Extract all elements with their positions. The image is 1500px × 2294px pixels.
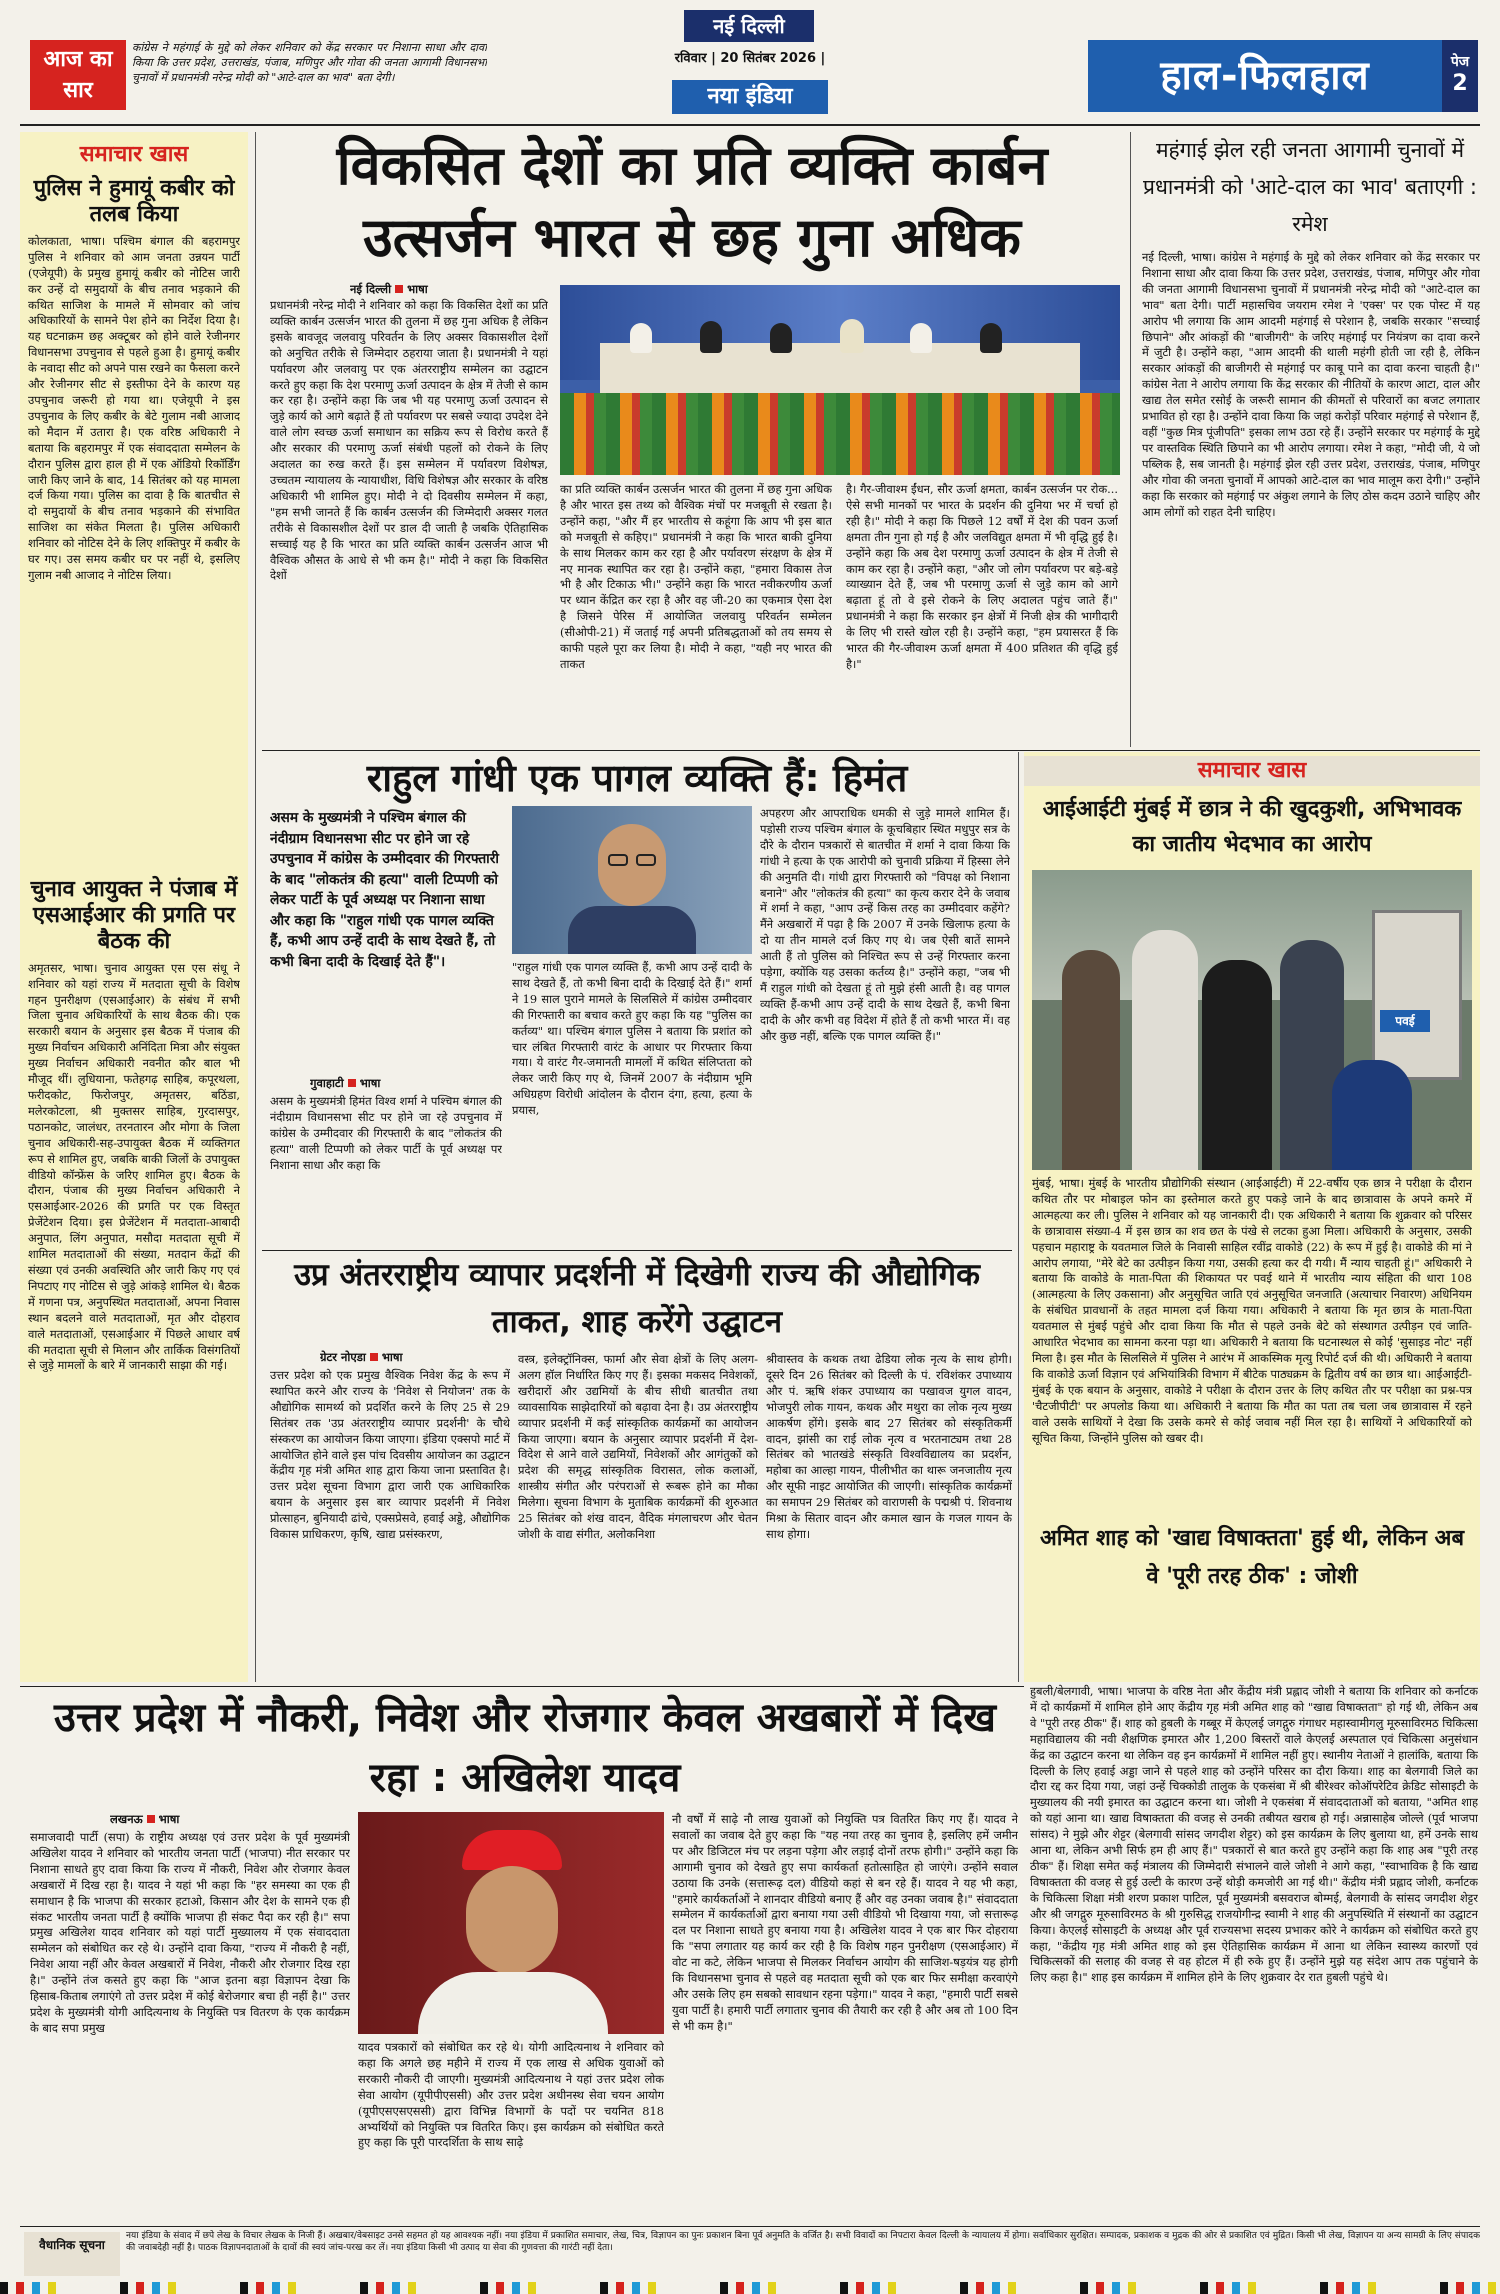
- divider: [1130, 132, 1131, 747]
- rahul-intro: असम के मुख्यमंत्री ने पश्चिम बंगाल की नंदीग्राम विधानसभा सीट पर होने जा रहे उपचुनाव में कांग्रेस के उम्मीदवार की गिरफ्तारी के बाद "लोकतंत्र की हत्या" वाली टिप्पणी को लेकर पार्टी के पूर्व अध्यक्ष पर निशाना साधा और कहा कि "राहुल गांधी एक पागल व्यक्ति हैं, कभी आप उन्हें दादी के साथ देखते हैं, तो कभी बिना दादी के दिखाई देते हैं"।: [270, 810, 499, 970]
- divider: [255, 132, 256, 1682]
- masthead-rule: [20, 124, 1480, 126]
- akhilesh-photo: [358, 1812, 664, 2034]
- samachar-khas-tag: समाचार खास: [1024, 756, 1480, 786]
- divider: [1018, 752, 1019, 1682]
- aaj-ka-saar-label: आज का सार: [43, 47, 113, 103]
- section-rule: [262, 1250, 1012, 1251]
- lead-body-col2: का प्रति व्यक्ति कार्बन उत्सर्जन भारत की तुलना में छह गुना अधिक है और भारत इस तथ्य को वैश्विक मंचों पर मजबूती से रखता है। उन्होंने कहा, "और मैं हर भारतीय से कहूंगा कि आप भी इस बात को मजबूती से कहिए।" प्रधानमंत्री ने कहा कि भारत बाकी दुनिया के साथ मिलकर काम कर रहा है और पर्यावरण संरक्षण के क्षेत्र में नए मानक स्थापित कर रहा है। उन्होंने कहा, "हमारा विकास तेज भी है और टिकाऊ भी।" उन्होंने कहा कि भारत नवीकरणीय ऊर्जा पर ध्यान केंद्रित कर रहा है और वह जी-20 का एकमात्र ऐसा देश है जिसने पेरिस में आयोजित जलवायु परिवर्तन सम्मेलन (सीओपी-21) में जताई गई अपनी प्रतिबद्धताओं को तय समय से काफी पहले पूरा कर लिया है। मोदी ने कहा, "यही नए भारत की ताकत: [560, 482, 832, 671]
- section-rule: [262, 750, 1480, 751]
- summit-photo: [560, 285, 1120, 475]
- joshi-body: हुबली/बेलगावी, भाषा। भाजपा के वरिष्ठ नेता और केंद्रीय मंत्री प्रह्लाद जोशी ने बताया कि शनिवार को कर्नाटक में दो कार्यक्रमों में शामिल होने आए केंद्रीय गृह मंत्री अमित शाह को "खाद्य विषाक्तता" हो गई थी, लेकिन अब वे "पूरी तरह ठीक" हैं। शाह को हुबली के गब्बूर में केएलई जगद्गुरु गंगाधर महास्वामीगलु मूरुसाविरमठ चिकित्सा महाविद्यालय की नवी शैक्षणिक इमारत और 1,200 बिस्तरों वाले केएलई अस्पताल एवं चिकित्सा अनुसंधान केंद्र का उद्घाटन करना था लेकिन वह इन कार्यक्रमों में शामिल नहीं हुए। स्थानीय नेताओं ने हालांकि, बताया कि दिल्ली के लिए हवाई अड्डा जाने से पहले शाह को उन्होंने परिसर का दौरा किया। शाह का बेलगावी जिले का दौरा रद्द कर दिया गया, जहां उन्हें चिक्कोडी तालुक के एकसंबा में श्री बीरेश्वर कोऑपरेटिव क्रेडिट सोसाइटी के मुख्यालय की नयी इमारत का उद्घाटन करना था। जोशी ने एकसंबा में संवाददाताओं को बताया, "अमित शाह को यहां आना था। खाद्य विषाक्तता की वजह से उनकी तबीयत खराब हो गई। अन्नासाहेब जोल्ले (पूर्व भाजपा सांसद) ने मुझे और शेट्टर (बेलगावी सांसद जगदीश शेट्टर) को इस कार्यक्रम के लिए बुलाया था, हमें उनके साथ आना था, लेकिन अभी सिर्फ हम ही आए हैं।" पत्रकारों से बात करते हुए उन्होंने कहा कि शाह अब "पूरी तरह ठीक" हैं। शिक्षा समेत कई मंत्रालय की जिम्मेदारी संभालने वाले जोशी ने आगे कहा, "स्वाभाविक है कि खाद्य विषाक्तता की वजह से हुई उल्टी के कारण उन्हें थोड़ी कमजोरी आ गई थी।" केंद्रीय मंत्री प्रह्लाद जोशी, कर्नाटक के चिकित्सा शिक्षा मंत्री शरण प्रकाश पाटिल, पूर्व मुख्यमंत्री बसवराज बोम्मई, बेलगावी के सांसद जगदीश शेट्टर और श्री जगद्गुरु मूरुसाविरमठ के श्री गुरुसिद्ध राजयोगीन्द्र स्वामी ने शाह की अनुपस्थिति में संस्थानों का उद्घाटन किया। केएलई सोसाइटी के अध्यक्ष और पूर्व राज्यसभा सदस्य प्रभाकर कोरे ने कार्यक्रम को संबोधित करते हुए कहा, "केंद्रीय गृह मंत्री अमित शाह को इस ऐतिहासिक कार्यक्रम में आना था लेकिन स्वास्थ्य कारणों एवं चिकित्सकों की सलाह की वजह से वह होटल में ही रुके हुए हैं। उन्होंने मुझे यह संदेश आप तक पहुंचाने के लिए कहा है।" शाह इस कार्यक्रम में शामिल होने के लिए शुक्रवार देर रात हुबली पहुंचे थे।: [1030, 1684, 1478, 1985]
- iit-box: [1024, 752, 1480, 1682]
- akhilesh-body-col1: समाजवादी पार्टी (सपा) के राष्ट्रीय अध्यक्ष एवं उत्तर प्रदेश के पूर्व मुख्यमंत्री अखिलेश यादव ने शनिवार को भारतीय जनता पार्टी (भाजपा) नीत सरकार पर निशाना साधते हुए दावा किया कि राज्य में नौकरी, निवेश और रोजगार केवल अखबारों में दिख रहा है। यादव ने यहां भी कहा कि "हर समस्या का एक ही समाधान है कि भाजपा की सरकार हटाओ, किसान और देश के सामने एक ही संकट भारतीय जनता पार्टी है क्योंकि भाजपा ही संकट पैदा कर रही है।" सपा प्रमुख अखिलेश यादव शनिवार को यहां पार्टी मुख्यालय में एक संवाददाता सम्मेलन को संबोधित कर रहे थे। उन्होंने दावा किया, "राज्य में नौकरी है नहीं, निवेश आया नहीं और केवल अखबारों में निवेश, नौकरी और रोजगार दिख रहा है।" उन्होंने तंज कसते हुए कहा कि "आज इतना बड़ा विज्ञापन देखा कि हिसाब-किताब लगाएंगे तो उत्तर प्रदेश में कोई बेरोजगार बचा ही नहीं है।" उत्तर प्रदेश के मुख्यमंत्री योगी आदित्यनाथ के नियुक्ति पत्र वितरण के एक कार्यक्रम के बाद सपा प्रमुख: [30, 1830, 350, 2035]
- punjab-sir-body: अमृतसर, भाषा। चुनाव आयुक्त एस एस संधू ने शनिवार को यहां राज्य में मतदाता सूची के विशेष गहन पुनरीक्षण (एसआईआर) के संबंध में सभी जिला चुनाव अधिकारियों के साथ बैठक की। एक सरकारी बयान के अनुसार इस बैठक में पंजाब की मुख्य निर्वाचन अधिकारी अनिंदिता मित्रा और संयुक्त मुख्य निर्वाचन अधिकारी नवनीत कौर बाल भी मौजूद थीं। लुधियाना, फतेहगढ़ साहिब, कपूरथला, फरीदकोट, फिरोजपुर, अमृतसर, बठिंडा, मलेरकोटला, श्री मुक्तसर साहिब, गुरदासपुर, पठानकोट, जालंधर, तरनतारन और मोगा के जिला चुनाव अधिकारी-सह-उपायुक्त बैठक में व्यक्तिगत रूप से शामिल हुए, जबकि बाकी जिलों के उपायुक्त वीडियो कॉन्फ्रेंस के जरिए शामिल हुए। बैठक के दौरान, पंजाब की मुख्य निर्वाचन अधिकारी ने एसआईआर-2026 की प्रगति पर एक विस्तृत प्रेजेंटेशन दिया। इस प्रेजेंटेशन में मतदाता-आबादी अनुपात, लिंग अनुपात, मसौदा मतदाता सूची में शामिल मतदाताओं की संख्या, मतदान केंद्रों की संख्या एवं उनकी अवस्थिति और जारी किए गए एवं निपटाए गए नोटिस से जुड़े आंकड़े शामिल थे। बैठक में गणना पत्र, अनुपस्थित मतदाताओं, अपना निवास स्थान बदलने वाले मतदाताओं, मृत और दोहराव वाले मतदाताओं, एसआईआर में पिछले आधार वर्ष की मतदाता सूची से मिलान और तार्किक विसंगतियों से जुड़े मामलों के बारे में जानकारी साझा की गई।: [28, 960, 240, 1373]
- footer-rule: [20, 2226, 1480, 2227]
- humayun-body: कोलकाता, भाषा। पश्चिम बंगाल की बहरामपुर पुलिस ने शनिवार को आम जनता उन्नयन पार्टी (एजेयूपी) के प्रमुख हुमायूं कबीर को नोटिस जारी कर उन्हें दो समुदायों के बीच तनाव भड़काने की कथित साजिश के मामले में सोमवार को जांच अधिकारियों के सामने पेश होने का निर्देश दिया है। यह घटनाक्रम छह अक्टूबर को होने वाले रेजीनगर विधानसभा उपचुनाव से पहले हुआ है। हुमायूं कबीर के नवादा सीट को अपने पास रखने का फैसला करने और रेजीनगर सीट से इस्तीफा देने के कारण यह उपचुनाव जरूरी हो गया था। एजेयूपी ने इस उपचुनाव के लिए कबीर के बेटे गुलाम नबी आजाद को मैदान में उतारा है। एक वरिष्ठ अधिकारी ने बताया कि बहरामपुर में एक संवाददाता सम्मेलन के दौरान पुलिस द्वारा हाल ही में एक ऑडियो रिकॉर्डिंग जारी किए जाने के बाद, 14 सितंबर को यह मामला दर्ज किया गया। पुलिस का दावा है कि बातचीत से दो समुदायों के बीच तनाव भड़काने की संभावित साजिश का संकेत मिलता है। पुलिस अधिकारी शनिवार को नोटिस देने के लिए शक्तिपुर में कबीर के घर गए। उस समय कबीर घर पर नहीं थे, इसलिए गुलाम नबी आजाद ने नोटिस लिया।: [28, 233, 240, 582]
- trade-body-col1: उत्तर प्रदेश को एक प्रमुख वैश्विक निवेश केंद्र के रूप में स्थापित करने और राज्य के 'निवेश से नियोजन' तक के औद्योगिक सामर्थ्य को प्रदर्शित करने के लिए 25 से 29 सितंबर तक 'उप्र अंतरराष्ट्रीय व्यापार प्रदर्शनी' के चौथे संस्करण का आयोजन किया जाएगा। इंडिया एक्सपो मार्ट में आयोजित होने वाले इस पांच दिवसीय आयोजन का उद्घाटन केंद्रीय गृह मंत्री अमित शाह द्वारा किया जाना प्रस्तावित है। उत्तर प्रदेश सूचना विभाग द्वारा जारी एक आधिकारिक बयान के अनुसार इस बार व्यापार प्रदर्शनी में निवेश प्रोत्साहन, बुनियादी ढांचे, एक्सप्रेसवे, हवाई अड्डे, औद्योगिक विकास प्राधिकरण, कृषि, खाद्य प्रसंस्करण,: [270, 1368, 510, 1542]
- akhilesh-body-col3: नौ वर्षों में साढ़े नौ लाख युवाओं को नियुक्ति पत्र वितरित किए गए हैं। यादव ने सवालों का जवाब देते हुए कहा कि "यह नया तरह का चुनाव है, इसलिए हमें जमीन पर और डिजिटल मंच पर लड़ना पड़ेगा और लड़ाई दोनों तरफ होगी।" उन्होंने कहा कि आगामी चुनाव को देखते हुए सपा कार्यकर्ता हतोत्साहित हो जाएंगे। उन्होंने सवाल उठाया कि उनके (सत्तारूढ़ दल) वीडियो कहां से बन रहे हैं। यादव ने यह भी कहा, "हमारे कार्यकर्ताओं ने शानदार वीडियो बनाए हैं और वह उनका जवाब है।" संवाददाता सम्मेलन में कार्यकर्ताओं द्वारा बनाया गया उसी वीडियो भी दिखाया गया, जो सत्तारूढ़ दल पर निशाना साधते हुए बनाया गया है। अखिलेश यादव ने एक बार फिर दोहराया कि "सपा लगातार यह कार्य कर रही है कि विशेष गहन पुनरीक्षण (एसआईआर) में वोट ना कटे, लेकिन भाजपा से मिलकर निर्वाचन आयोग की साजिश-षड़यंत्र यह होगी कि विधानसभा चुनाव से पहले वह मतदाता सूची को एक बार फिर समीक्षा करवाएंगे और उसके लिए हम सबको सावधान रहना पड़ेगा।" यादव ने कहा, "हमारी पार्टी सबसे युवा पार्टी है। हमारी पार्टी लगातार चुनाव की तैयारी कर रही है और अब तो 100 दिन से भी कम है।": [672, 1812, 1018, 2033]
- ramesh-body: नई दिल्ली, भाषा। कांग्रेस ने महंगाई के मुद्दे को लेकर शनिवार को केंद्र सरकार पर निशाना साधा और दावा किया कि उत्तर प्रदेश, उत्तराखंड, पंजाब, मणिपुर और गोवा की जनता आगामी विधानसभा चुनावों में प्रधानमंत्री नरेन्द्र मोदी को "आटे-दाल का भाव" बता देगी। पार्टी महासचिव जयराम रमेश ने 'एक्स' पर एक पोस्ट में यह आरोप भी लगाया कि आम आदमी महंगाई से परेशान है, जबकि सरकार "सच्चाई छिपाने" और आंकड़ों की "बाजीगरी" के जरिए महंगाई पर नियंत्रण का दावा करने में जुटी है। उन्होंने कहा, "आम आदमी की थाली महंगी होती जा रही है, लेकिन सरकार आंकड़ों की बाजीगरी से महंगाई पर काबू पाने का दावा करना चाहती है।" कांग्रेस नेता ने आरोप लगाया कि केंद्र सरकार की नीतियों के कारण आटा, दाल और खाद्य तेल समेत रसोई के जरूरी सामान की कीमतों से परिवारों का बजट लगातार प्रभावित हो रहा है। उन्होंने दावा किया कि जहां करोड़ों परिवार महंगाई से परेशान हैं, वहीं "कुछ मित्र पूंजीपति" इसका लाभ उठा रहे हैं। उन्होंने सरकार पर महंगाई के मुद्दे पर वास्तविक स्थिति छिपाने का भी आरोप लगाया। रमेश ने कहा, "मोदी जी, ये जो पब्लिक है, सब जानती है। महंगाई झेल रही उत्तर प्रदेश, उत्तराखंड, पंजाब, मणिपुर और गोवा की जनता चुनावों में आपको आटे-दाल का भाव मालूम करा देगी।" उन्होंने कहा कि सरकार को महंगाई पर अंकुश लगाने के लिए ठोस कदम उठाने चाहिए और आम लोगों को राहत देनी चाहिए।: [1142, 250, 1480, 519]
- humayun-headline: पुलिस ने हुमायूं कबीर को तलब किया: [33, 176, 235, 227]
- top-summary: कांग्रेस ने महंगाई के मुद्दे को लेकर शनिवार को केंद्र सरकार पर निशाना साधा और दावा किया कि उत्तर प्रदेश, उत्तराखंड, पंजाब, मणिपुर और गोवा की जनता आगामी विधानसभा चुनावों में प्रधानमंत्री नरेन्द्र मोदी को "आटे-दाल का भाव" बता देगी।: [132, 41, 487, 84]
- rahul-dateline: गुवाहाटी भाषा: [310, 1076, 381, 1090]
- left-column: [20, 132, 248, 1682]
- aaj-ka-saar-box: [30, 40, 126, 110]
- akhilesh-headline: उत्तर प्रदेश में नौकरी, निवेश और रोजगार केवल अखबारों में दिख रहा : अखिलेश यादव: [54, 1695, 996, 1801]
- trade-body-col2: वस्त्र, इलेक्ट्रॉनिक्स, फार्मा और सेवा क्षेत्रों के लिए अलग-अलग हॉल निर्धारित किए गए हैं। इसका मकसद निवेशकों, खरीदारों और उद्यमियों के बीच सीधी बातचीत तथा व्यावसायिक साझेदारियों को बढ़ावा देना है। उप्र अंतरराष्ट्रीय व्यापार प्रदर्शनी में कई सांस्कृतिक कार्यक्रमों का आयोजन किया जाएगा। बयान के अनुसार व्यापार प्रदर्शनी में देश-विदेश से आने वाले उद्यमियों, निवेशकों और आगंतुकों को प्रदेश की समृद्ध सांस्कृतिक विरासत, लोक कलाओं, शास्त्रीय संगीत और परंपराओं से रूबरू होने का मौका मिलेगा। सूचना विभाग के मुताबिक कार्यक्रमों की शुरुआत 25 सितंबर को शंख वादन, वैदिक मंगलाचरण और चेतन जोशी के वाद्य संगीत, अलोकनिशा: [518, 1352, 758, 1541]
- dateline-marker: [395, 285, 403, 293]
- joshi-headline: अमित शाह को 'खाद्य विषाक्तता' हुई थी, लेकिन अब वे 'पूरी तरह ठीक' : जोशी: [1039, 1526, 1465, 1589]
- lead-body-col3: है। गैर-जीवाश्म ईंधन, सौर ऊर्जा क्षमता, कार्बन उत्सर्जन पर रोक... ऐसे सभी मानकों पर भारत के प्रदर्शन की दुनिया भर में चर्चा हो रही है।" मोदी ने कहा कि पिछले 12 वर्षों में देश की पवन ऊर्जा क्षमता तीन गुना हो गई है और जलविद्युत क्षमता में भी वृद्धि हुई है। उन्होंने कहा कि अब देश परमाणु ऊर्जा उत्पादन के क्षेत्र में तेजी से काम कर रहा है। उन्होंने कहा, "और जो लोग पर्यावरण पर बड़े-बड़े व्याख्यान देते हैं, जब भी परमाणु ऊर्जा से जुड़े काम को आगे बढ़ाता हूं तो वे इसे रोकने के लिए अदालत पहुंच जाते हैं।" प्रधानमंत्री ने कहा कि सरकार इन क्षेत्रों में निजी क्षेत्र की भागीदारी के लिए भी रास्ते खोल रही है। उन्होंने कहा, "हम प्रयासरत हैं कि भारत की गैर-जीवाश्म ऊर्जा क्षमता में 400 प्रतिशत की वृद्धि हुई है।": [846, 482, 1118, 671]
- trade-headline: उप्र अंतरराष्ट्रीय व्यापार प्रदर्शनी में दिखेगी राज्य की औद्योगिक ताकत, शाह करेंगे उद्घाटन: [294, 1257, 980, 1340]
- lead-headline: विकसित देशों का प्रति व्यक्ति कार्बन उत्सर्जन भारत से छह गुना अधिक: [336, 134, 1048, 269]
- akhilesh-dateline: लखनऊ भाषा: [110, 1812, 180, 1826]
- dateline-marker: [370, 1353, 378, 1361]
- section-title: हाल-फिलहाल: [1160, 53, 1370, 99]
- legal-notice-text: नया इंडिया के संवाद में छपे लेख के विचार लेखक के निजी हैं। अखबार/वेबसाइट उनसे सहमत हो यह आवश्यक नहीं। नया इंडिया में प्रकाशित समाचार, लेख, चित्र, विज्ञापन का पुनः प्रकाशन बिना पूर्व अनुमति के वर्जित है। सभी विवादों का निपटारा केवल दिल्ली के न्यायालय में होगा। सर्वाधिकार सुरक्षित। सम्पादक, प्रकाशक व मुद्रक की ओर से प्रकाशित एवं मुद्रित। किसी भी लेख, विज्ञापन या अन्य सामग्री के लिए संपादक की जवाबदेही नहीं है। पाठक विज्ञापनदाताओं के दावों की स्वयं जांच-परख कर लें। नया इंडिया किसी भी उत्पाद या सेवा की गुणवत्ता की गारंटी नहीं देता।: [126, 2231, 1480, 2253]
- trade-dateline: ग्रेटर नोएडा भाषा: [320, 1350, 403, 1364]
- section-rule: [20, 1686, 1024, 1687]
- iit-photo: [1032, 870, 1472, 1170]
- date-line: रविवार | 20 सितंबर 2026 |: [674, 51, 826, 66]
- rahul-headline: राहुल गांधी एक पागल व्यक्ति हैं: हिमंत: [366, 756, 908, 800]
- page-number-box: पेज 2: [1442, 40, 1478, 112]
- section-title-box: [1088, 40, 1442, 112]
- dateline-marker: [348, 1079, 356, 1087]
- rahul-body-col2: "राहुल गांधी एक पागल व्यक्ति हैं, कभी आप उन्हें दादी के साथ देखते हैं, तो कभी बिना दादी के दिखाई देते हैं।" शर्मा ने 19 साल पुराने मामले के सिलसिले में कांग्रेस उम्मीदवार की गिरफ्तारी का बचाव करते हुए कहा कि यह "पुलिस का कर्तव्य" था। पश्चिम बंगाल पुलिस ने बताया कि प्रशांत को चार लंबित गिरफ्तारी वारंट के आधार पर गिरफ्तार किया गया। ये वारंट गैर-जमानती मामलों में कथित संलिप्तता को लेकर जारी किए गए थे, जिनमें 2007 के नंदीग्राम भूमि अधिग्रहण विरोधी आंदोलन के दौरान दंगा, हत्या, हत्या के प्रयास,: [512, 960, 752, 1118]
- paper-name: नया इंडिया: [672, 80, 828, 114]
- iit-headline: आईआईटी मुंबई में छात्र ने की खुदकुशी, अभिभावक का जातीय भेदभाव का आरोप: [1042, 797, 1462, 857]
- dateline-marker: [147, 1815, 155, 1823]
- rahul-body-col3: अपहरण और आपराधिक धमकी से जुड़े मामले शामिल हैं। पड़ोसी राज्य पश्चिम बंगाल के कूचबिहार स्थित मधुपुर सत्र के दौरे के दौरान पत्रकारों से बातचीत में शर्मा ने दावा किया कि गांधी ने हत्या के एक आरोपी को चुनावी प्रक्रिया में हिस्सा लेने की अनुमति दी। गांधी द्वारा गिरफ्तारी को "विपक्ष को निशाना बनाने" और "लोकतंत्र की हत्या" का कृत्य करार देने के जवाब में शर्मा ने कहा, "आप उन्हें किस तरह का उम्मीदवार कहेंगे? मैंने अखबारों में पढ़ा है कि 2007 में उनके खिलाफ हत्या के दो या तीन मामले दर्ज किए गए थे। जब ऐसी बातें सामने आती हैं तो पुलिस को निश्चित रूप से उन्हें गिरफ्तार करना पड़ेगा, क्योंकि यह उसका कर्तव्य है।" उन्होंने कहा, "जब भी मैं राहुल गांधी को देखता हूं तो मुझे हंसी आती है। वह पागल व्यक्ति हैं-कभी आप उन्हें दादी के साथ देखते हैं, कभी बिना दादी के और कभी वह विदेश में होते हैं तो कभी भारत में। वह और कुछ नहीं, बल्कि एक पागल व्यक्ति हैं।": [760, 806, 1010, 1043]
- city-label: नई दिल्ली: [684, 10, 814, 42]
- iit-body: मुंबई, भाषा। मुंबई के भारतीय प्रौद्योगिकी संस्थान (आईआईटी) में 22-वर्षीय एक छात्र ने परीक्षा के दौरान कथित तौर पर मोबाइल फोन का इस्तेमाल करते हुए पकड़े जाने के बाद छात्रावास के अपने कमरे में आत्महत्या कर ली। पुलिस ने शनिवार को यह जानकारी दी। एक अधिकारी ने बताया कि शुक्रवार को परिसर के छात्रावास संख्या-4 में इस छात्र का शव छत के पंखे से लटका हुआ मिला। अधिकारी के अनुसार, उसकी पहचान महाराष्ट्र के यवतमाल जिले के निवासी साहिल रवींद्र वाकोडे (22) के रूप में हुई है। वाकोडे की मां ने आरोप लगाया, "मेरे बेटे का उत्पीड़न किया गया, उसकी हत्या कर दी गयी। मैं न्याय चाहती हूं।" अधिकारी ने बताया कि वाकोडे के माता-पिता की शिकायत पर पवई थाने में भारतीय न्याय संहिता की धारा 108 (आत्महत्या के लिए उकसाना) और अनुसूचित जाति एवं अनुसूचित जनजाति (अत्याचार निवारण) अधिनियम के संबंधित प्रावधानों के तहत मामला दर्ज किया गया। अधिकारी ने बताया कि मृत छात्र के माता-पिता यवतमाल से मुंबई पहुंचे और दावा किया कि मौत से पहले उनके बेटे को संस्थागत उत्पीड़न एवं जाति-आधारित भेदभाव का सामना करना पड़ा था। अधिकारी ने बताया कि घटनास्थल से कोई 'सुसाइड नोट' नहीं मिला है। इस मौत के सिलसिले में पुलिस ने आरंभ में आकस्मिक मृत्यु रिपोर्ट दर्ज की थी। अधिकारी ने बताया कि वाकोडे ऊर्जा विज्ञान एवं अभियांत्रिकी विभाग में बीटेक पाठ्यक्रम के द्वितीय वर्ष का छात्र था। आईआईटी-मुंबई के एक बयान के अनुसार, वाकोडे ने परीक्षा के दौरान उत्तर के लिए कथित तौर पर परीक्षा का प्रश्न-पत्र 'चैटजीपीटी' पर अपलोड किया था। अधिकारी ने बताया कि मौत का पता तब चला जब छात्रावास में रहने वाले उसके साथियों ने देखा कि उसके कमरे से कोई जवाब नहीं मिल रहा है। साथियों ने अधिकारियों को सूचित किया, जिन्होंने पुलिस को खबर दी।: [1032, 1176, 1472, 1445]
- lead-body-col1: प्रधानमंत्री नरेन्द्र मोदी ने शनिवार को कहा कि विकसित देशों का प्रति व्यक्ति कार्बन उत्सर्जन भारत की तुलना में छह गुना अधिक है लेकिन इसके बावजूद जलवायु परिवर्तन के लिए अक्सर विकासशील देशों को अनुचित तरीके से जिम्मेदार ठहराया जाता है। प्रधानमंत्री ने यहां पर्यावरण और जलवायु पर एक अंतरराष्ट्रीय सम्मेलन का उद्घाटन करते हुए कहा कि देश परमाणु ऊर्जा उत्पादन के क्षेत्र में तेजी से काम कर रहा है। उन्होंने कहा कि जब भी यह परमाणु ऊर्जा उत्पादन से जुड़े कार्य को आगे बढ़ाते हैं तो पर्यावरण पर सबसे ज्यादा उपदेश देने वाले लोग स्वच्छ ऊर्जा समाधान का सक्रिय रूप से विरोध करते हैं और सरकार की परमाणु ऊर्जा संबंधी पहलों को रोकने के लिए अदालत का रुख करते हैं। इस सम्मेलन में पर्यावरण विशेषज्ञ, उच्चतम न्यायालय के न्यायाधीश, विधि विशेषज्ञ और सरकार के वरिष्ठ अधिकारी भी शामिल हुए। मोदी ने दो दिवसीय सम्मेलन में कहा, "हम सभी जानते हैं कि कार्बन उत्सर्जन की जिम्मेदारी अक्सर गलत तरीके से विकासशील देशों पर डाल दी जाती है जबकि ऐतिहासिक सच्चाई यह है कि भारत का प्रति व्यक्ति कार्बन उत्सर्जन आज भी वैश्विक औसत के आधे से भी कम है।" मोदी ने कहा कि विकसित देशों: [270, 298, 548, 583]
- masthead: [0, 0, 1500, 120]
- samachar-khas-tag: समाचार खास: [79, 142, 189, 167]
- lead-dateline: नई दिल्ली भाषा: [350, 282, 428, 296]
- ramesh-headline: महंगाई झेल रही जनता आगामी चुनावों में प्रधानमंत्री को 'आटे-दाल का भाव' बताएगी : रमेश: [1143, 138, 1477, 236]
- himanta-photo: [512, 806, 752, 954]
- akhilesh-body-col2: यादव पत्रकारों को संबोधित कर रहे थे। योगी आदित्यनाथ ने शनिवार को कहा कि अगले छह महीने में राज्य में एक लाख से अधिक युवाओं को सरकारी नौकरी दी जाएगी। मुख्यमंत्री आदित्यनाथ ने यहां उत्तर प्रदेश लोक सेवा आयोग (यूपीपीएससी) और उत्तर प्रदेश अधीनस्थ सेवा चयन आयोग (यूपीएसएसएससी) द्वारा विभिन्न विभागों के पदों पर चयनित 818 अभ्यर्थियों को नियुक्ति पत्र वितरित किए। इस कार्यक्रम को संबोधित करते हुए कहा कि पूरी पारदर्शिता के साथ साढ़े: [358, 2040, 664, 2150]
- trade-body-col3: श्रीवास्तव के कथक तथा ढेडिया लोक नृत्य के साथ होगी। दूसरे दिन 26 सितंबर को दिल्ली के पं. रविशंकर उपाध्याय और पं. ऋषि शंकर उपाध्याय का पखावज युगल वादन, भोजपुरी लोक गायन, कथक और मथुरा का लोक नृत्य मुख्य आकर्षण होंगे। इसके बाद 27 सितंबर को संस्कृतिकर्मी वादन, झांसी का राई लोक नृत्य व भरतनाट्यम तथा 28 सितंबर को भातखंडे संस्कृति विश्वविद्यालय का प्रदर्शन, महोबा का आल्हा गायन, पीलीभीत का थारू जनजातीय नृत्य और सूफी नाइट आयोजित की जाएगी। सांस्कृतिक कार्यक्रमों का समापन 29 सितंबर को वाराणसी के पद्मश्री पं. शिवनाथ मिश्रा के सितार वादन और कमाल खान के गजल गायन के साथ होगा।: [766, 1352, 1012, 1541]
- legal-notice-label: वैधानिक सूचना: [24, 2232, 120, 2276]
- police-sign: पवई: [1380, 1010, 1430, 1032]
- registration-marks: [0, 2282, 1500, 2294]
- punjab-sir-headline: चुनाव आयुक्त ने पंजाब में एसआईआर की प्रगति पर बैठक की: [30, 876, 238, 954]
- rahul-body-col1: असम के मुख्यमंत्री हिमंत विश्व शर्मा ने पश्चिम बंगाल की नंदीग्राम विधानसभा सीट पर होने जा रहे उपचुनाव में कांग्रेस के उम्मीदवार की गिरफ्तारी के बाद "लोकतंत्र की हत्या" वाली टिप्पणी को लेकर पार्टी के पूर्व अध्यक्ष पर निशाना साधा और कहा कि: [270, 1094, 502, 1172]
